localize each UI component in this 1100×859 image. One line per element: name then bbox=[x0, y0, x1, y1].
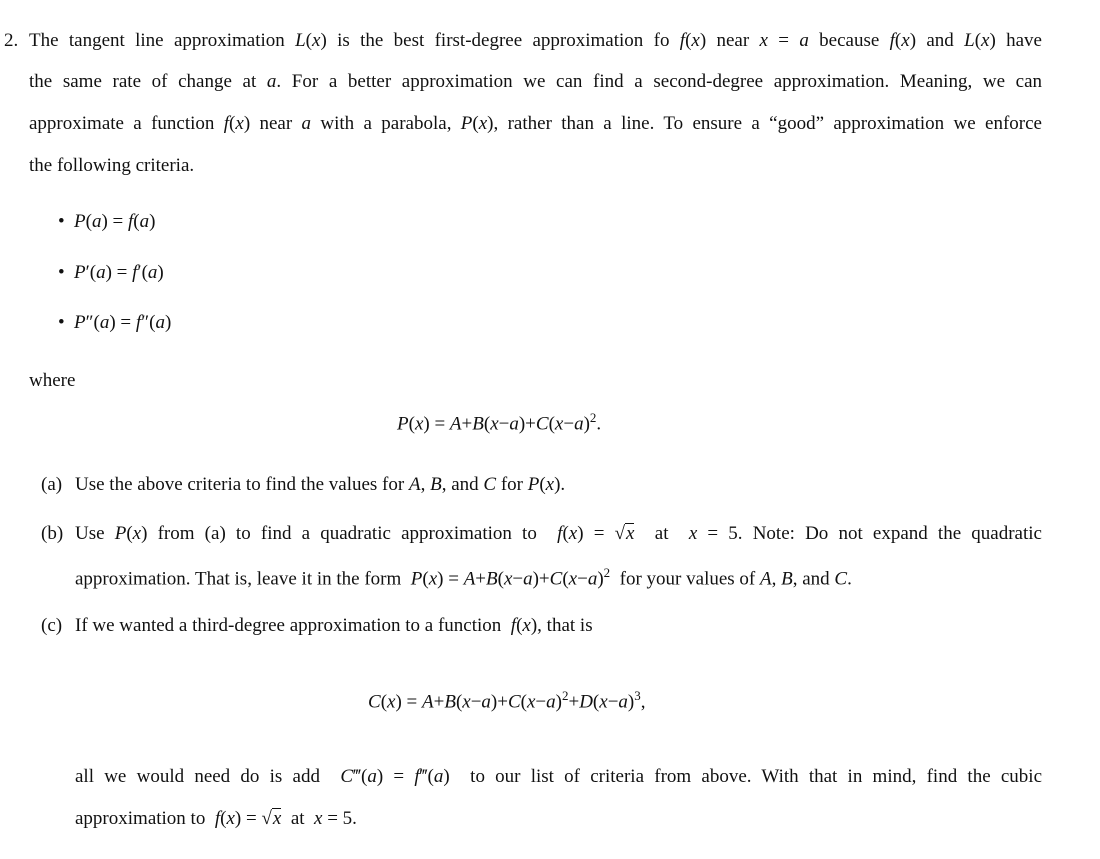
part-c-line2: all we would need do is add C‴(a) = f‴(a) to our list of criteria from above. With that in mind, find the cubic bbox=[75, 766, 1043, 787]
equation-cubic: $C(x) = A+B(x-a)+C(x-a)^2+D(x-a)^3$, bbox=[368, 688, 646, 713]
part-c-label: (c) bbox=[41, 615, 63, 636]
intro-line-1: The tangent line approximation L(x) is the best first-degree approximation fo f(x) near x = a because f(x) and L(x) have bbox=[29, 30, 1042, 51]
part-b-line2: approximation. That is, leave it in the form $P(x) = A+B(x-a)+C(x-a)^2$ for your values of A, B, and C. bbox=[75, 565, 852, 590]
equation-quadratic: $P(x) = A+B(x-a)+C(x-a)^2$. bbox=[397, 410, 602, 435]
bullet-icon: • bbox=[58, 312, 65, 333]
criterion-2: • P′(a) = f′(a) bbox=[58, 262, 164, 283]
criterion-1: • P(a) = f(a) bbox=[58, 211, 156, 232]
intro-line-3: approximate a function f(x) near a with a parabola, P(x), rather than a line. To ensure a “good” approximation we enforce bbox=[29, 113, 1042, 134]
part-b-line1: (b) Use P(x) from (a) to find a quadratic approximation to f(x) = √x at x = 5. Note: Do not expand the quadratic bbox=[41, 523, 1042, 544]
criterion-3: • P″(a) = f″(a) bbox=[58, 312, 172, 333]
part-a-label: (a) bbox=[41, 474, 63, 495]
bullet-icon: • bbox=[58, 262, 65, 283]
part-c-line1: (c) If we wanted a third-degree approximation to a function f(x), that is bbox=[41, 615, 593, 636]
problem-number: 2. bbox=[4, 30, 19, 51]
where-label: where bbox=[29, 370, 76, 391]
intro-line-4: the following criteria. bbox=[29, 155, 195, 176]
part-a: (a) Use the above criteria to find the values for A, B, and C for P(x). bbox=[41, 474, 566, 495]
intro-line-2: the same rate of change at a. For a better approximation we can find a second-degree approximation. Meaning, we can bbox=[29, 71, 1043, 92]
bullet-icon: • bbox=[58, 211, 65, 232]
part-b-label: (b) bbox=[41, 523, 64, 544]
part-c-line3: approximation to f(x) = √x at x = 5. bbox=[75, 808, 357, 829]
